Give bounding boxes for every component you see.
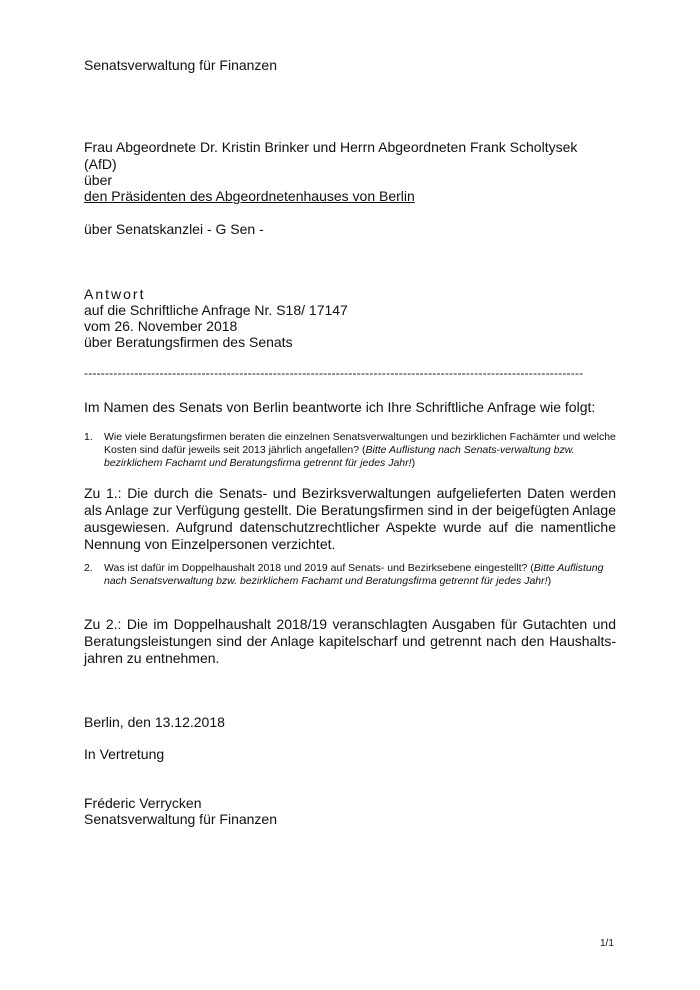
question-2 bbox=[84, 562, 616, 588]
question-2-note: Bitte Auflistung nach Senatsverwaltung bzw. bezirklichem Fachamt und Beratungsfirma getrennt für jedes Jahr! bbox=[104, 562, 604, 587]
address-via: über Senatskanzlei - G Sen - bbox=[84, 221, 264, 237]
question-2-number: 2. bbox=[84, 562, 93, 574]
signatory-name: Fréderic Verrycken bbox=[84, 795, 202, 811]
subject-line-2: vom 26. November 2018 bbox=[84, 318, 238, 334]
header-department: Senatsverwaltung für Finanzen bbox=[84, 57, 277, 73]
address-line-3: über bbox=[84, 172, 113, 188]
question-1-note: Bitte Auflistung nach Senats-verwaltung bzw. bezirklichem Fachamt und Beratungsfirma getrennt für jedes Jahr! bbox=[104, 444, 575, 469]
signatory-department: Senatsverwaltung für Finanzen bbox=[84, 811, 277, 827]
separator-line: ----------------------------------------------------------------------------------------------------------------------- bbox=[84, 366, 584, 380]
representation: In Vertretung bbox=[84, 746, 165, 762]
question-1-number: 1. bbox=[84, 431, 93, 443]
question-2-closing: ) bbox=[547, 575, 552, 587]
place-date: Berlin, den 13.12.2018 bbox=[84, 714, 225, 730]
question-1-text: Wie viele Beratungsfirmen beraten die einzelnen Senatsverwaltungen und bezirklichen Fachämter und welche Kosten sind dafür jeweils seit 2013 jährlich angefallen? ( bbox=[104, 431, 616, 456]
question-2-text: Was ist dafür im Doppelhaushalt 2018 und 2019 auf Senats- und Bezirksebene eingestellt? ( bbox=[104, 562, 534, 574]
question-1 bbox=[84, 431, 616, 470]
question-1-closing: ) bbox=[411, 457, 416, 469]
address-line-4: den Präsidenten des Abgeordnetenhauses von Berlin bbox=[84, 188, 415, 204]
address-line-1: Frau Abgeordnete Dr. Kristin Brinker und Herrn Abgeordneten Frank Scholtysek bbox=[84, 139, 578, 155]
answer-2: Zu 2.: Die im Doppelhaushalt 2018/19 veranschlagten Ausgaben für Gutachten und Beratungsleistungen sind der Anlage kapitelscharf und getrennt nach den Haushalts-jahren zu entnehmen. bbox=[84, 616, 616, 666]
subject-title: Antwort bbox=[84, 286, 146, 302]
answer-1: Zu 1.: Die durch die Senats- und Bezirksverwaltungen aufgelieferten Daten werden als Anlage zur Verfügung gestellt. Die Beratungsfirmen sind in der beigefügten Anlage ausgewiesen. Aufgrund datenschutzrechtlicher Aspekte wurde auf die namentliche Nennung von Einzelpersonen verzichtet. bbox=[84, 485, 616, 552]
intro-text: Im Namen des Senats von Berlin beantworte ich Ihre Schriftliche Anfrage wie folgt: bbox=[84, 399, 596, 415]
address-line-2: (AfD) bbox=[84, 156, 117, 172]
page-number: 1/1 bbox=[600, 938, 614, 949]
question-1-body bbox=[104, 431, 616, 470]
subject-line-1: auf die Schriftliche Anfrage Nr. S18/ 17147 bbox=[84, 302, 348, 318]
question-2-body bbox=[104, 562, 616, 588]
subject-line-3: über Beratungsfirmen des Senats bbox=[84, 334, 293, 350]
